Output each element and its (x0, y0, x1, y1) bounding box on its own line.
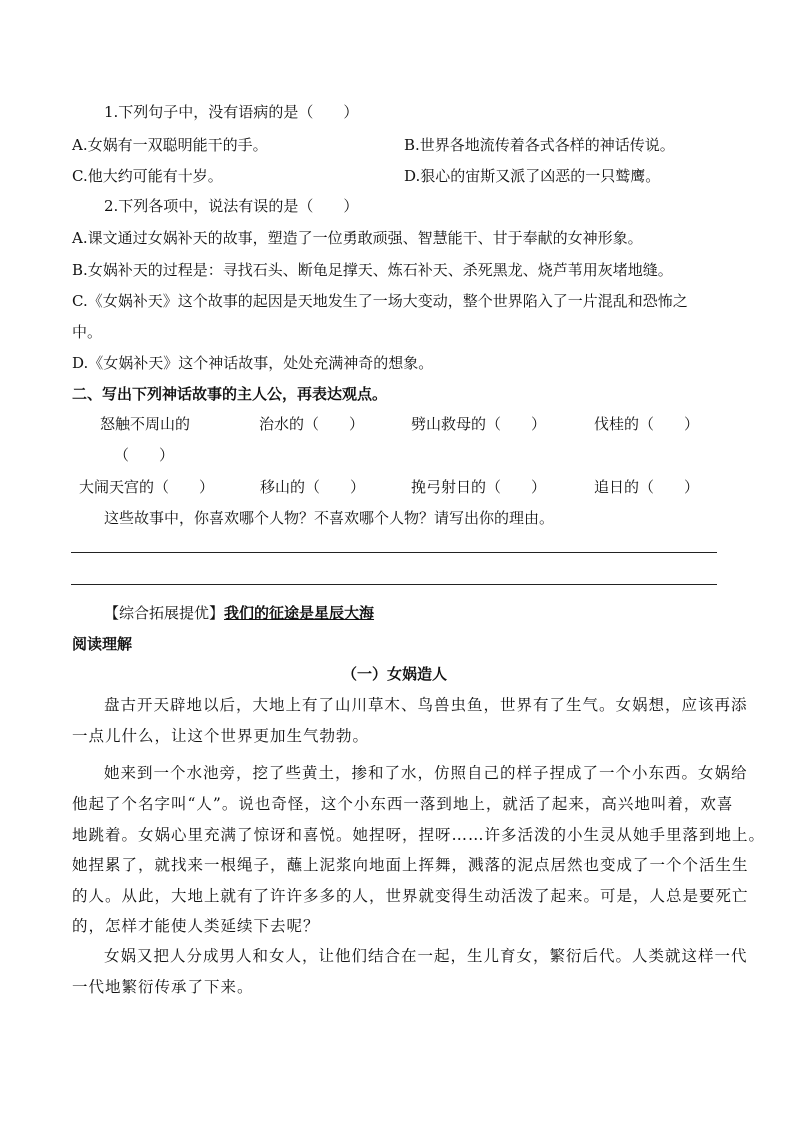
question-1-option-c: C.他大约可能有十岁。 (72, 167, 223, 185)
hero-blank-shoot-sun: 挽弓射日的（ ） (411, 478, 547, 496)
question-1-stem: 1.下列句子中，没有语病的是（ ） (104, 103, 359, 121)
question-2-option-a: A.课文通过女娲补天的故事，塑造了一位勇敢顽强、智慧能干、甘于奉献的女神形象。 (72, 229, 643, 247)
question-2-option-d: D.《女娲补天》这个神话故事，处处充满神奇的想象。 (72, 354, 434, 372)
passage-p1-line2: 一点儿什么，让这个世界更加生气勃勃。 (72, 727, 370, 745)
hero-blank-flood: 治水的（ ） (259, 415, 365, 433)
opinion-prompt: 这些故事中，你喜欢哪个人物？不喜欢哪个人物？请写出你的理由。 (104, 509, 555, 527)
passage-p2-line6: 的，怎样才能使人类延续下去呢？ (72, 917, 320, 935)
passage-title: （一）女娲造人 (342, 665, 448, 683)
question-2-option-c-continued: 中。 (72, 323, 103, 341)
question-2-stem: 2.下列各项中，说法有误的是（ ） (104, 197, 359, 215)
hero-blank-osmanthus: 伐桂的（ ） (594, 415, 700, 433)
section-2-title: 二、写出下列神话故事的主人公，再表达观点。 (72, 385, 388, 403)
reading-comprehension-label: 阅读理解 (72, 635, 133, 653)
hero-blank-chase-sun: 追日的（ ） (594, 478, 700, 496)
passage-p2-line4: 她捏累了，就找来一根绳子，蘸上泥浆向地面上挥舞，溅落的泥点居然也变成了一个个活生生 (72, 856, 749, 874)
passage-p1-line1: 盘古开天辟地以后，大地上有了山川草木、鸟兽虫鱼，世界有了生气。女娲想，应该再添 (104, 696, 748, 714)
question-1-option-b: B.世界各地流传着各式各样的神话传说。 (404, 136, 675, 154)
extension-title: 我们的征途是星辰大海 (224, 604, 375, 622)
answer-line-2 (71, 584, 717, 585)
passage-p2-line1: 她来到一个水池旁，挖了些黄土，掺和了水，仿照自己的样子捏成了一个小东西。女娲给 (104, 764, 748, 782)
extension-heading (104, 603, 374, 623)
extension-bracket-label: 【综合拓展提优】 (104, 604, 225, 622)
hero-blank-gonggong: 怒触不周山的 (100, 415, 191, 433)
passage-p3-line1: 女娲又把人分成男人和女人，让他们结合在一起，生儿育女，繁衍后代。人类就这样一代 (104, 947, 748, 965)
question-1-option-a: A.女娲有一双聪明能干的手。 (72, 136, 268, 154)
hero-blank-gonggong-answer: （ ） (114, 446, 175, 464)
answer-line-1 (71, 552, 717, 553)
passage-p3-line2: 一代地繁衍传承了下来。 (72, 978, 254, 996)
passage-p2-line3: 地跳着。女娲心里充满了惊讶和喜悦。她捏呀，捏呀……许多活泼的小生灵从她手里落到地上。 (72, 826, 766, 844)
hero-blank-mountain-mother: 劈山救母的（ ） (411, 415, 547, 433)
question-2-option-c: C.《女娲补天》这个故事的起因是天地发生了一场大变动，整个世界陷入了一片混乱和恐怖之 (72, 292, 688, 310)
passage-p2-line2: 他起了个名字叫“人”。说也奇怪，这个小东西一落到地上，就活了起来，高兴地叫着，欢喜 (72, 795, 734, 813)
hero-blank-heaven-palace: 大闹天宫的（ ） (79, 478, 215, 496)
question-2-option-b: B.女娲补天的过程是：寻找石头、断龟足撑天、炼石补天、杀死黑龙、烧芦苇用灰堵地缝。 (72, 261, 673, 279)
question-1-option-d: D.狠心的宙斯又派了凶恶的一只鹫鹰。 (404, 167, 661, 185)
hero-blank-move-mountain: 移山的（ ） (260, 478, 366, 496)
passage-p2-line5: 的人。从此，大地上就有了许许多多的人，世界就变得生动活泼了起来。可是，人总是要死亡 (72, 887, 749, 905)
